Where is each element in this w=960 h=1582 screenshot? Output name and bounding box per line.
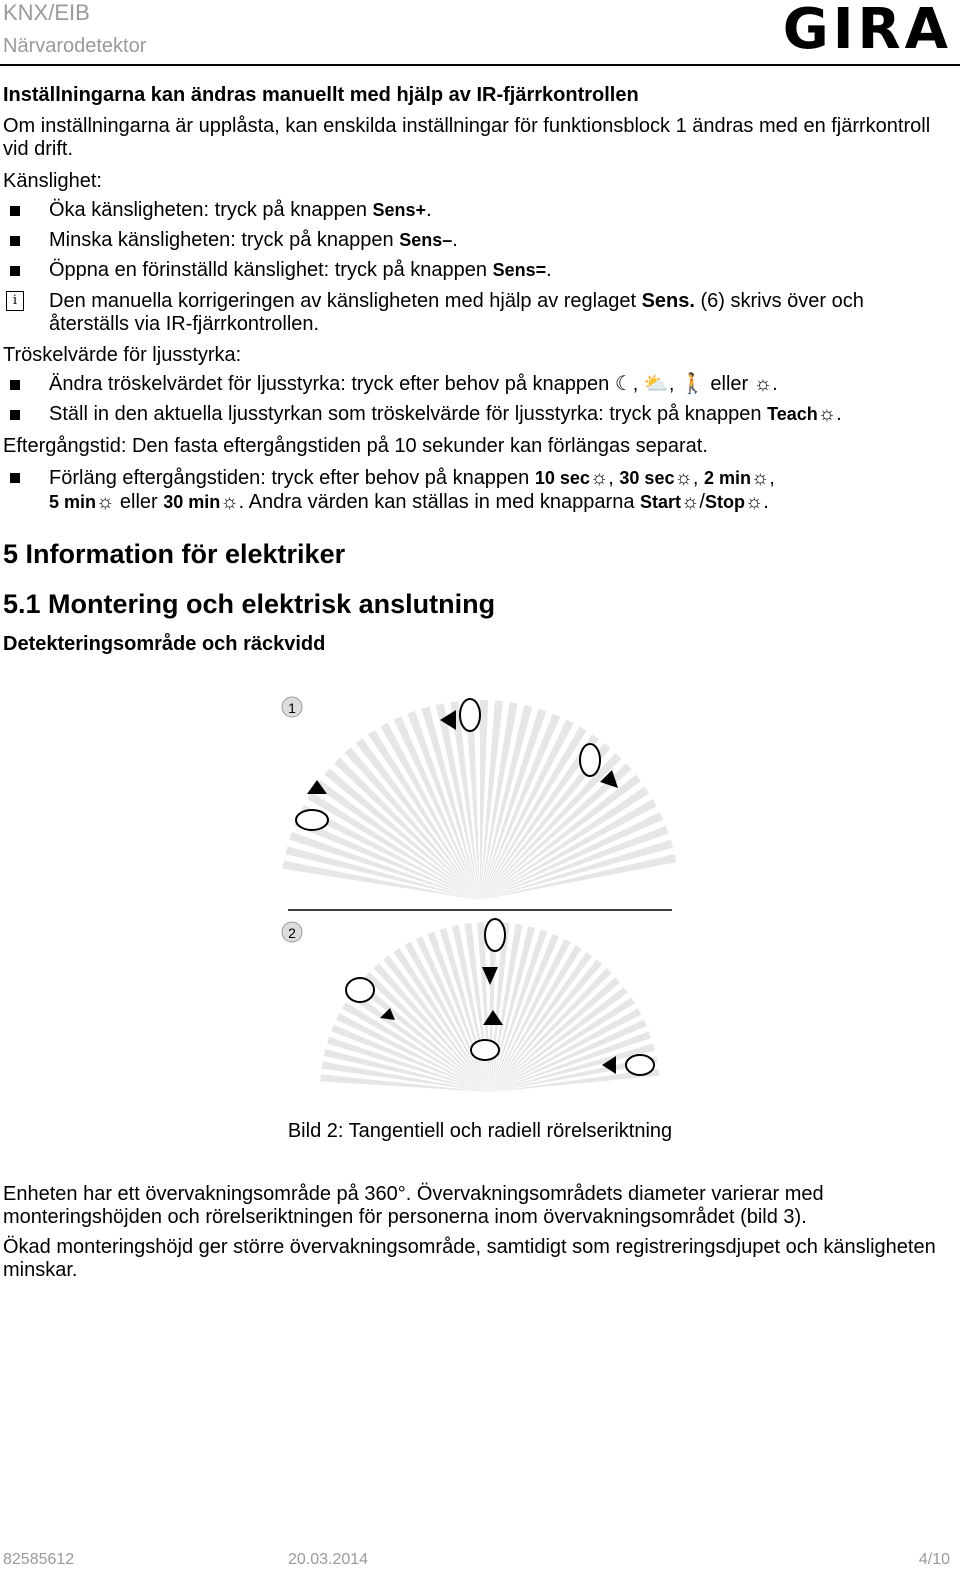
sun-bright-icon: ☼ [817,403,837,425]
bullet-icon [10,380,20,390]
followup-paragraph: Eftergångstid: Den fasta eftergångstiden på 10 sekunder kan förlängas separat. [3,435,708,457]
sun-icon: ☼ [744,491,764,513]
header-subtitle: Närvarodetektor [3,35,147,57]
sun-icon: ☼ [96,491,115,513]
figure-1-rays [282,700,676,900]
sun-icon: ☼ [750,467,770,489]
paragraph-mounting-height: Ökad monteringshöjd ger större övervakningsområde, samtidigt som registreringsdjupet och känsligheten minskar. [3,1236,936,1281]
bullet-icon [10,206,20,216]
figure-2 [282,919,659,1092]
gira-logo: GIRA [782,0,952,62]
header-title: KNX/EIB [3,0,90,25]
bullet-icon [10,410,20,420]
sunset-icon: ⛅ [643,373,669,395]
threshold-item-1: Ändra tröskelvärdet för ljusstyrka: tryck efter behov på knappen ☾, ⛅, 🚶 eller ☼. [49,373,778,395]
figure-1-label: 1 [288,700,296,716]
detection-figure [0,680,960,1100]
figure-caption: Bild 2: Tangentiell och radiell rörelseriktning [287,1120,673,1142]
info-icon: i [6,291,24,311]
sun-icon: ☼ [589,467,609,489]
walking-person-icon: 🚶 [679,373,705,395]
sun-icon: ☼ [681,491,700,513]
section-heading-manual: Inställningarna kan ändras manuellt med hjälp av IR-fjärrkontrollen [3,84,639,106]
sensitivity-label: Känslighet: [3,170,102,192]
header-divider [0,64,960,66]
footer-page-number: 4/10 [918,1551,950,1568]
detection-heading: Detekteringsområde och räckvidd [3,633,326,655]
paragraph-coverage: Enheten har ett övervakningsområde på 360°. Övervakningsområdets diameter varierar med monteringshöjden och rörelseriktningen för personerna inom övervakningsområdet (bild 3). [3,1183,824,1228]
moon-icon: ☾ [614,373,633,395]
footer-doc-number: 82585612 [3,1551,75,1568]
sens-item-1: Öka känsligheten: tryck på knappen Sens+. [49,199,432,221]
intro-paragraph: Om inställningarna är upplåsta, kan enskilda inställningar för funktionsblock 1 ändras med en fjärrkontroll vid drift. [3,115,931,160]
figure-1 [282,697,676,910]
threshold-item-2: Ställ in den aktuella ljusstyrkan som tröskelvärde för ljusstyrka: tryck på knappen Teach☼. [49,403,842,425]
followup-item: Förläng eftergångstiden: tryck efter behov på knappen 10 sec☼, 30 sec☼, 2 min☼, 5 min☼ eller 30 min☼. Andra värden kan ställas in med knapparna Start☼/Stop☼. [49,467,775,513]
threshold-label: Tröskelvärde för ljusstyrka: [3,344,242,366]
sun-bright-icon: ☼ [753,373,773,395]
figure-2-label: 2 [288,925,296,941]
section-5-1-heading: 5.1 Montering och elektrisk anslutning [3,589,496,619]
bullet-icon [10,236,20,246]
sun-icon: ☼ [220,491,239,513]
sens-item-2: Minska känsligheten: tryck på knappen Sens–. [49,229,458,251]
info-note: Den manuella korrigeringen av känsligheten med hjälp av reglaget Sens. (6) skrivs över och återställs via IR-fjärrkontrollen. [49,290,864,335]
section-5-heading: 5 Information för elektriker [3,539,346,569]
sens-item-3: Öppna en förinställd känslighet: tryck på knappen Sens=. [49,259,552,281]
footer-date: 20.03.2014 [288,1551,369,1568]
sun-icon: ☼ [674,467,693,489]
bullet-icon [10,266,20,276]
bullet-icon [10,473,20,483]
